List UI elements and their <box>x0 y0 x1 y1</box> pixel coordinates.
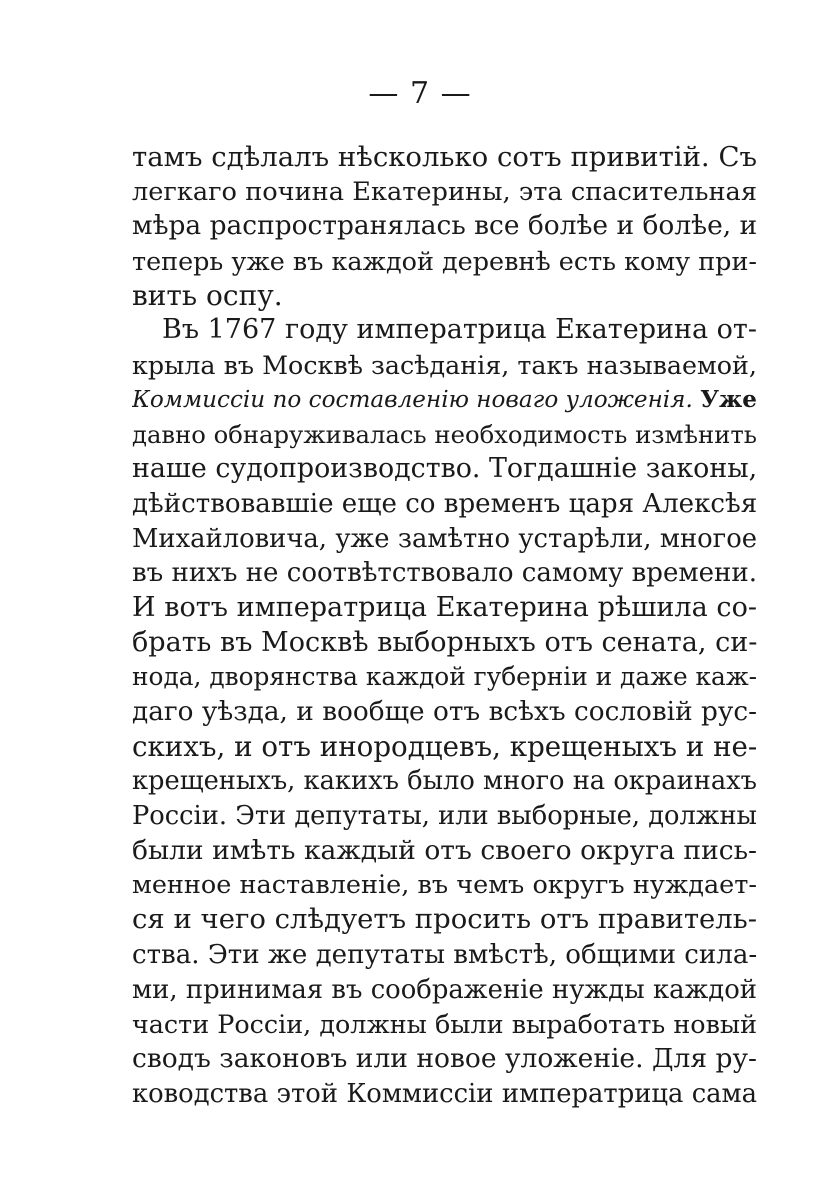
paragraph-start-line: Въ 1767 году императрица Екатерина от- <box>162 314 757 346</box>
text-line: вить оспу. <box>132 278 283 312</box>
text-line: легкаго почина Екатерины, эта спасительная <box>132 176 757 207</box>
body-text <box>132 140 757 1111</box>
text-line: крыла въ Москвѣ засѣданія, такъ называемой, <box>132 350 757 381</box>
text-line: Михайловича, уже замѣтно устарѣли, многое <box>132 523 757 554</box>
text-line: тамъ сдѣлалъ нѣсколько сотъ привитій. Съ <box>132 141 757 173</box>
text-line: крещеныхъ, какихъ было много на окраинахъ <box>132 766 757 797</box>
text-line: ководства этой Коммиссіи императрица сама <box>132 1078 757 1109</box>
text-line: ства. Эти же депутаты вмѣстѣ, общими сила- <box>132 939 757 970</box>
text-line: брать въ Москвѣ выборныхъ отъ сената, си- <box>132 626 757 658</box>
text-line: были имѣть каждый отъ своего округа пись- <box>132 834 757 866</box>
text-line-with-italic-title <box>132 383 757 418</box>
text-line: даго уѣзда, и вообще отъ всѣхъ сословій рус- <box>132 697 757 727</box>
text-line: давно обнаруживалась необходимость измѣнить <box>132 419 757 449</box>
text-line: теперь уже въ каждой деревнѣ есть кому при- <box>132 246 757 277</box>
text-line: части Россіи, должны были выработать новый <box>132 1009 757 1040</box>
text-line: мѣра распространялась все болѣе и болѣе, и <box>132 210 757 242</box>
text-line: менное наставленіе, въ чемъ округъ нуждает- <box>132 870 757 901</box>
text-line: ми, принимая въ соображеніе нужды каждой <box>132 974 757 1005</box>
text-line: ся и чего слѣдуетъ просить отъ правитель- <box>132 904 757 936</box>
text-line: скихъ, и отъ инородцевъ, крещеныхъ и не- <box>132 729 757 763</box>
text-line: нода, дворянства каждой губерніи и даже каж- <box>132 662 757 692</box>
text-line: И вотъ императрица Екатерина рѣшила со- <box>132 591 757 623</box>
text-line: дѣйствовавшіе еще со временъ царя Алексѣя <box>132 488 757 519</box>
text-line: въ нихъ не соотвѣтствовало самому времени. <box>132 558 757 589</box>
page-number: — 7 — <box>368 76 472 111</box>
italic-title: Коммиссіи по составленію новаго уложенія. <box>132 386 693 413</box>
text-line: наше судопроизводство. Тогдашніе законы, <box>132 453 757 485</box>
text-line: сводъ законовъ или новое уложеніе. Для ру- <box>132 1042 757 1074</box>
text-fragment: Уже <box>700 385 757 413</box>
text-line: Россіи. Эти депутаты, или выборные, должны <box>132 801 757 832</box>
